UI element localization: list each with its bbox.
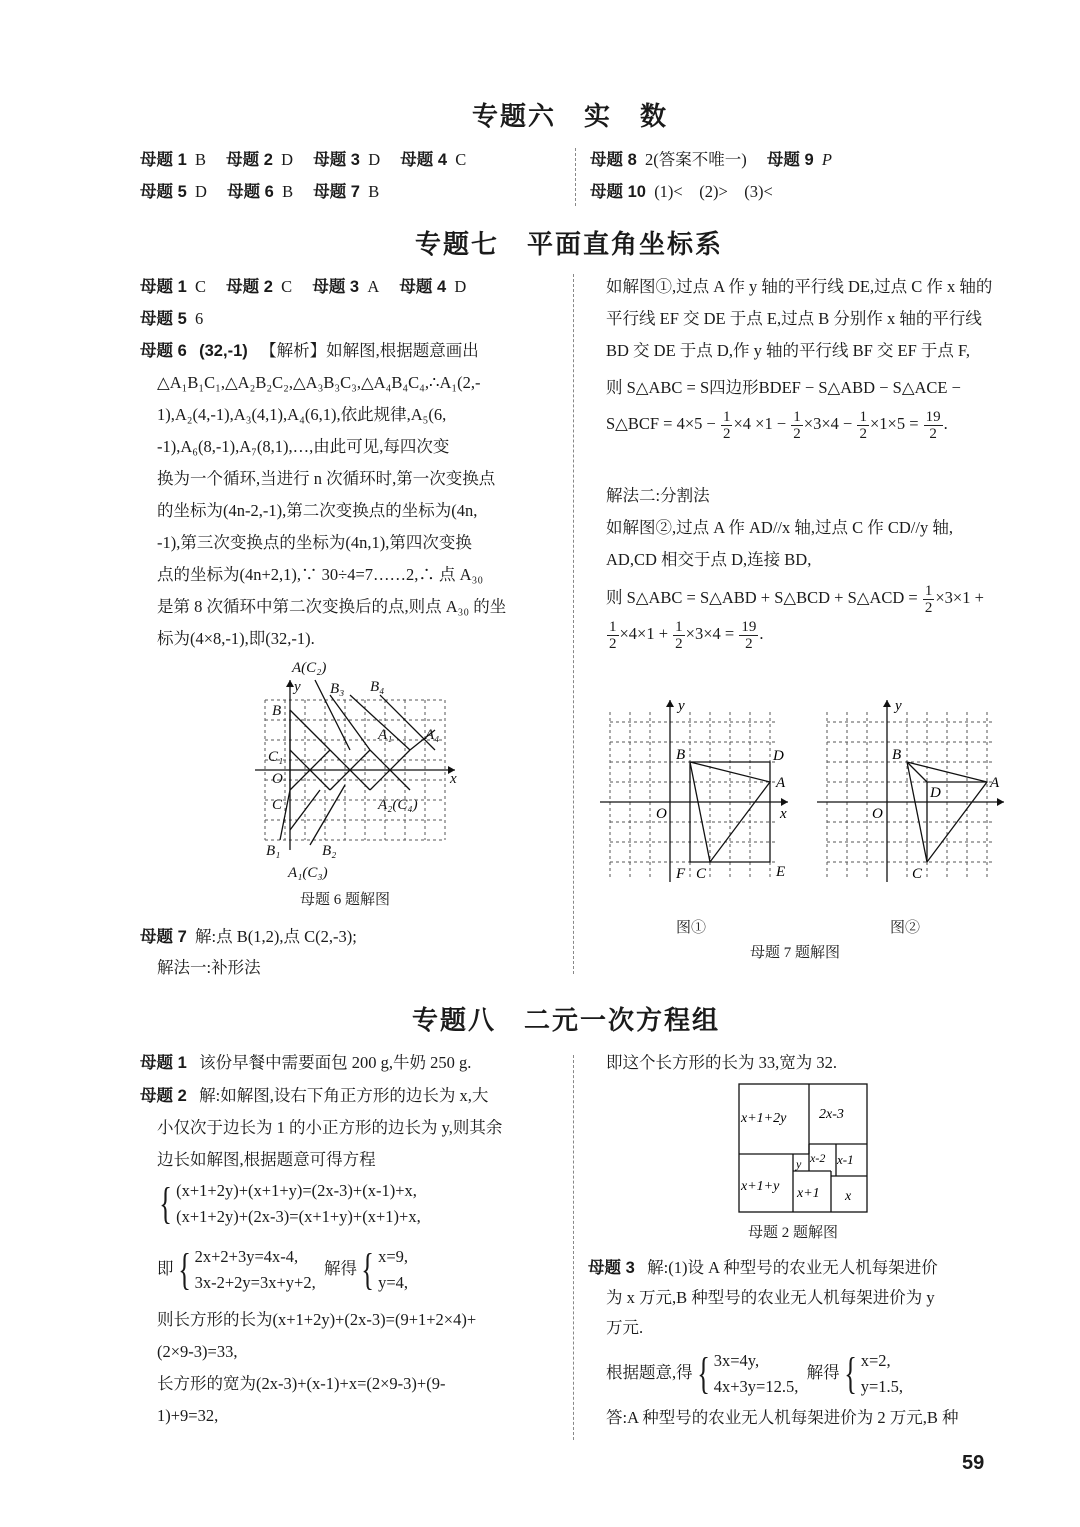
denominator: 2 (924, 599, 933, 616)
q-answer: D (454, 277, 467, 296)
denominator: 2 (793, 425, 801, 442)
fraction (721, 409, 733, 442)
q-answer: B (282, 182, 294, 201)
text-line: 标为(4×8,-1),即(32,-1). (157, 629, 315, 648)
brace: { (159, 1179, 172, 1228)
q-label: 母题 6 (140, 342, 187, 360)
column-divider (573, 274, 574, 974)
fraction (791, 409, 803, 442)
numerator: 1 (859, 408, 867, 425)
q-label: 母题 4 (399, 278, 447, 296)
text-line: 解法一:补形法 (157, 958, 261, 977)
label-square: x+1 (797, 1186, 820, 1201)
q-answer: D (368, 150, 381, 169)
section-7-title: 专题七 平面直角坐标系 (415, 229, 724, 259)
formula-text: ×3×4 = (685, 624, 735, 643)
text-line: 是第 8 次循环中第二次变换后的点,则点 A₃₀ 的坐 (157, 597, 507, 616)
q-answer: B (368, 182, 380, 201)
q-answer: (1)< (2)> (3)< (654, 182, 773, 201)
text-line: 边长如解图,根据题意可得方程 (157, 1150, 376, 1169)
label-square: x+1+2y (741, 1111, 787, 1126)
text-line: 点的坐标为(4n+2,1),∵ 30÷4=7……2,∴ 点 A₃₀ (157, 565, 484, 584)
formula-text: 则 S△ABC = S四边形BDEF − S△ABD − S△ACE − S△BCF = 4×5 − (606, 378, 961, 433)
equation-system-1 (155, 1178, 421, 1230)
label-A: A (776, 775, 786, 791)
q7-figure-2 (812, 692, 1012, 892)
formula-text: ×1 − (755, 414, 787, 433)
text-line: (2×9-3)=33, (157, 1342, 238, 1361)
q1-line (140, 1053, 471, 1073)
text-line: 长方形的宽为(2x-3)+(x-1)+x=(2×9-3)+(9- (157, 1374, 446, 1393)
text-line: 该份早餐中需要面包 200 g,牛奶 250 g. (199, 1053, 472, 1072)
equation: (x+1+2y)+(2x-3)=(x+1+y)+(x+1)+x, (176, 1207, 421, 1226)
label-B2: B₂ (322, 843, 337, 859)
section-6-title: 专题六 实 数 (472, 101, 669, 131)
label-C: C (912, 866, 923, 882)
text-line: 答:A 种型号的农业无人机每架进价为 2 万元,B 种 (606, 1408, 959, 1427)
figure-caption: 图② (890, 920, 921, 936)
answer-row (590, 150, 832, 170)
formula-text: ×3×1 + (935, 588, 984, 607)
label-A4: A₄ (425, 727, 440, 743)
label-D: D (773, 748, 784, 764)
numerator: 19 (925, 408, 941, 425)
label-B: B (676, 747, 686, 763)
label-B1: B₁ (266, 843, 281, 859)
brace: { (696, 1349, 710, 1398)
label-F: F (676, 866, 686, 882)
label-B3: B₃ (330, 681, 345, 697)
equation-system-2 (157, 1244, 408, 1296)
q-label: 母题 4 (400, 151, 448, 169)
formula-text: 则 S△ABC = S△ABD + S△BCD + S△ACD = (606, 588, 918, 607)
label-square: 2x-3 (819, 1107, 844, 1122)
answer-row (590, 182, 773, 202)
q-label: 母题 2 (226, 278, 273, 296)
equation-system-3 (606, 1348, 903, 1400)
label-C: C (696, 866, 707, 882)
label-A1: A₁ (378, 727, 393, 743)
q-answer: A (367, 277, 380, 296)
text-line: 换为一个循环,当进行 n 次循环时,第一次变换点 (157, 469, 496, 488)
label-origin: O (272, 771, 283, 787)
q-label: 母题 3 (312, 278, 360, 296)
q-label: 母题 5 (140, 310, 187, 328)
q-label: 母题 10 (590, 183, 646, 201)
numerator: 1 (675, 618, 683, 635)
answer-row (140, 309, 203, 329)
label-B: B (272, 703, 282, 719)
answer-row (140, 150, 466, 170)
equation: (x+1+2y)+(x+1+y)=(2x-3)+(x-1)+x, (176, 1181, 417, 1200)
label-square: x+1+y (741, 1179, 780, 1194)
text-line: AD,CD 相交于点 D,连接 BD, (606, 550, 812, 569)
equation: x=2, (860, 1351, 891, 1370)
numerator: 1 (924, 582, 933, 599)
label-E: E (776, 864, 786, 880)
figure-caption: 母题 7 题解图 (750, 945, 841, 961)
label-A: A (990, 775, 1000, 791)
label-C1: C₁ (268, 749, 284, 765)
answer-row (140, 277, 466, 297)
text-line: 解:(1)设 A 种型号的农业无人机每架进价 (647, 1258, 938, 1277)
equation: y=4, (378, 1273, 409, 1292)
q-answer: B (195, 150, 207, 169)
label-B4: B₄ (370, 679, 385, 695)
text-line: 即这个长方形的长为 33,宽为 32. (606, 1053, 837, 1072)
numerator: 1 (793, 408, 801, 425)
q-label: 母题 6 (227, 183, 274, 201)
numerator: 1 (722, 408, 731, 425)
answer-row (140, 182, 379, 202)
q-label: 母题 7 (140, 928, 187, 946)
text-line: 如解图①,过点 A 作 y 轴的平行线 DE,过点 C 作 x 轴的 (606, 277, 993, 296)
text-line: -1),第三次变换点的坐标为(4n,1),第四次变换 (157, 533, 472, 552)
text-line: 平行线 EF 交 DE 于点 E,过点 B 分别作 x 轴的平行线 (606, 309, 982, 328)
formula-text: ×4×1 + (619, 624, 669, 643)
label-A-C2: A(C₂) (292, 660, 327, 676)
q6-first-line (140, 341, 479, 361)
fraction (673, 619, 685, 652)
label-origin: O (656, 806, 667, 822)
brace: { (361, 1245, 374, 1294)
formula-2: 则 S△ABC = S△ABD + S△BCD + S△ACD = $\frac{1}{2}$ ×3×1 + $\frac{1}{2}$ ×4×1 + $\frac{1}{2}$ ×3×4 = $\frac{19}{2}$ . (606, 582, 984, 652)
equation: 4x+3y=12.5, (713, 1377, 799, 1396)
denominator: 2 (929, 425, 937, 442)
fraction-result (924, 409, 943, 442)
label-C: C (272, 797, 283, 813)
q2-first-line (140, 1086, 488, 1106)
text-line: 则长方形的长为(x+1+2y)+(2x-3)=(9+1+2×4)+ (157, 1310, 477, 1329)
brace: { (177, 1245, 191, 1294)
equation: 3x-2+2y=3x+y+2, (194, 1273, 316, 1292)
numerator: 19 (741, 618, 757, 635)
label-A2-C4: A₂(C₄) (378, 797, 418, 813)
q-answer: (32,-1) (199, 342, 248, 360)
fraction (923, 583, 935, 616)
text-line: 的坐标为(4n-2,-1),第二次变换点的坐标为(4n, (157, 501, 478, 520)
text-line: 小仅次于边长为 1 的小正方形的边长为 y,则其余 (157, 1118, 503, 1137)
text-line: 如解图②,过点 A 作 AD//x 轴,过点 C 作 CD//y 轴, (606, 518, 953, 537)
denominator: 2 (859, 425, 867, 442)
q-label: 母题 8 (590, 151, 637, 169)
equation: 3x=4y, (713, 1351, 760, 1370)
text: 即 (157, 1258, 174, 1278)
label-square: x-1 (837, 1152, 854, 1167)
text-line: 为 x 万元,B 种型号的农业无人机每架进价为 y (606, 1288, 935, 1307)
label-origin: O (872, 806, 883, 822)
q-label: 母题 2 (140, 1087, 187, 1105)
q3-first-line (588, 1258, 938, 1278)
q-label: 母题 7 (313, 183, 360, 201)
q-label: 母题 2 (226, 151, 273, 169)
label-y-axis: y (895, 698, 902, 714)
page-number: 59 (962, 1452, 985, 1474)
label-square: y (796, 1157, 802, 1171)
fraction-result (739, 619, 758, 652)
formula-1: 则 S△ABC = S四边形BDEF − S△ABD − S△ACE − S△BCF = 4×5 − $\frac{1}{2}$ ×4 ×1 − $\frac{1}{2}$ ×3×4 − $\frac{1}{2}$ ×1×5 = $\frac{19}{2}$ . (606, 378, 961, 442)
text-line: 解法二:分割法 (606, 486, 710, 505)
text-line: 【解析】如解图,根据题意画出 (260, 341, 479, 360)
q-label: 母题 3 (313, 151, 360, 169)
q6-solution-figure (250, 655, 480, 890)
q-label: 母题 1 (140, 1054, 187, 1072)
q-label: 母题 3 (588, 1259, 635, 1277)
label-y-axis: y (294, 679, 301, 695)
q-label: 母题 1 (140, 278, 187, 296)
denominator: 2 (675, 635, 683, 652)
label-A1-C3: A₁(C₃) (288, 865, 328, 881)
label-x-axis: x (450, 771, 457, 787)
text-line: -1),A₆(8,-1),A₇(8,1),…,由此可见,每四次变 (157, 437, 450, 456)
text-line: 1)+9=32, (157, 1406, 219, 1425)
text-line: BD 交 DE 于点 D,作 y 轴的平行线 BF 交 EF 于点 F, (606, 341, 970, 360)
q-answer: C (281, 277, 293, 296)
q7-first-line (140, 927, 357, 947)
column-divider (575, 148, 576, 206)
text-line: 解:如解图,设右下角正方形的边长为 x,大 (199, 1086, 489, 1105)
formula-text: ×3×4 − (803, 414, 853, 433)
q-answer: 2(答案不唯一) (645, 150, 747, 169)
text: 根据题意,得 (606, 1362, 693, 1382)
equation: 2x+2+3y=4x-4, (194, 1247, 299, 1266)
label-square: x (845, 1189, 852, 1204)
q-answer: C (195, 277, 207, 296)
text-line: 解:点 B(1,2),点 C(2,-3); (195, 927, 357, 946)
label-square: x-2 (810, 1151, 826, 1165)
label-D: D (930, 785, 941, 801)
text-line: 1),A₂(4,-1),A₃(4,1),A₄(6,1),依此规律,A₅(6, (157, 405, 447, 424)
q-answer: C (455, 150, 467, 169)
denominator: 2 (722, 425, 731, 442)
equation: y=1.5, (860, 1377, 904, 1396)
denominator: 2 (609, 635, 617, 652)
text-line: 万元. (606, 1318, 644, 1337)
formula-text: ×1×5 = (869, 414, 919, 433)
figure-caption: 母题 2 题解图 (748, 1225, 839, 1241)
q7-figure-1 (598, 692, 798, 892)
q-answer: P (821, 150, 832, 169)
section-8-title: 专题八 二元一次方程组 (412, 1005, 721, 1035)
q-answer: D (195, 182, 207, 201)
figure-caption: 图① (676, 920, 707, 936)
q2-solution-figure (737, 1082, 871, 1216)
q-label: 母题 5 (140, 183, 187, 201)
text: 解得 (806, 1362, 840, 1382)
fraction (857, 409, 869, 442)
label-y-axis: y (678, 698, 685, 714)
formula-text: ×4 (733, 414, 752, 433)
label-x-axis: x (780, 806, 787, 822)
text-line: △A₁B₁C₁,△A₂B₂C₂,△A₃B₃C₃,△A₄B₄C₄,∴A₁(2,- (157, 373, 481, 392)
figure-caption: 母题 6 题解图 (300, 892, 391, 908)
column-divider (573, 1055, 574, 1440)
q-answer: D (281, 150, 294, 169)
q-answer: 6 (195, 309, 204, 328)
equation: x=9, (378, 1247, 409, 1266)
denominator: 2 (745, 635, 753, 652)
brace: { (843, 1349, 857, 1398)
numerator: 1 (609, 618, 617, 635)
label-B: B (892, 747, 902, 763)
text: 解得 (323, 1258, 357, 1278)
q-label: 母题 9 (766, 151, 814, 169)
q-label: 母题 1 (140, 151, 187, 169)
fraction (607, 619, 619, 652)
